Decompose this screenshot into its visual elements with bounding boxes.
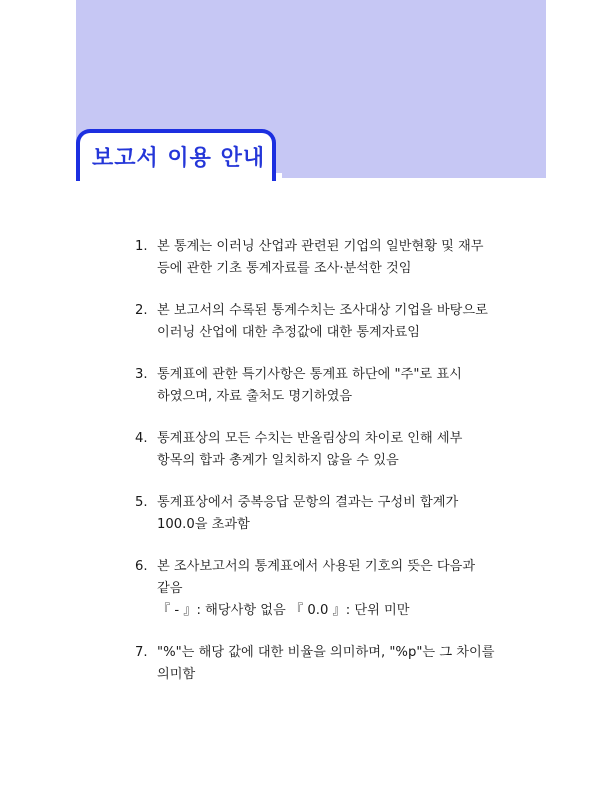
- list-item: [135, 556, 520, 622]
- item-text-line: 100.0을 초과함: [157, 517, 250, 532]
- list-item: [135, 364, 520, 408]
- item-number: 5.: [135, 495, 148, 510]
- symbol-legend: [157, 600, 520, 622]
- item-number: 6.: [135, 559, 148, 574]
- list-item: [135, 428, 520, 472]
- item-text-line: 본 보고서의 수록된 통계수치는 조사대상 기업을 바탕으로: [157, 303, 488, 318]
- item-text-line: 본 통계는 이러닝 산업과 관련된 기업의 일반현황 및 재무: [157, 239, 484, 254]
- item-text-line: 의미함: [157, 667, 196, 682]
- item-number: 4.: [135, 431, 148, 446]
- list-item: [135, 642, 520, 686]
- item-text-line: 같음: [157, 581, 183, 596]
- item-number: 3.: [135, 367, 148, 382]
- item-text-line: "%"는 해당 값에 대한 비율을 의미하며, "%p"는 그 차이를: [157, 645, 495, 660]
- title-tab: [76, 129, 276, 181]
- page-title: 보고서 이용 안내: [92, 146, 266, 171]
- item-number: 2.: [135, 303, 148, 318]
- item-text-line: 본 조사보고서의 통계표에서 사용된 기호의 뜻은 다음과: [157, 559, 476, 574]
- item-text-line: 통계표상의 모든 수치는 반올림상의 차이로 인해 세부: [157, 431, 463, 446]
- item-text-line: 하였으며, 자료 출처도 명기하였음: [157, 389, 353, 404]
- symbol-zero-legend: 『 0.0 』: 단위 미만: [289, 603, 410, 618]
- list-item: [135, 492, 520, 536]
- item-text-line: 통계표상에서 중복응답 문항의 결과는 구성비 합계가: [157, 495, 459, 510]
- item-text-line: 항목의 합과 총계가 일치하지 않을 수 있음: [157, 453, 399, 468]
- list-item: [135, 236, 520, 280]
- item-number: 7.: [135, 645, 148, 660]
- symbol-dash-legend: 『 - 』: 해당사항 없음: [157, 603, 286, 618]
- item-text-line: 등에 관한 기초 통계자료를 조사·분석한 것임: [157, 261, 412, 276]
- item-text-line: 이러닝 산업에 대한 추정값에 대한 통계자료임: [157, 325, 421, 340]
- item-number: 1.: [135, 239, 148, 254]
- list-item: [135, 300, 520, 344]
- item-text-line: 통계표에 관한 특기사항은 통계표 하단에 "주"로 표시: [157, 367, 462, 382]
- notice-list: [135, 236, 520, 706]
